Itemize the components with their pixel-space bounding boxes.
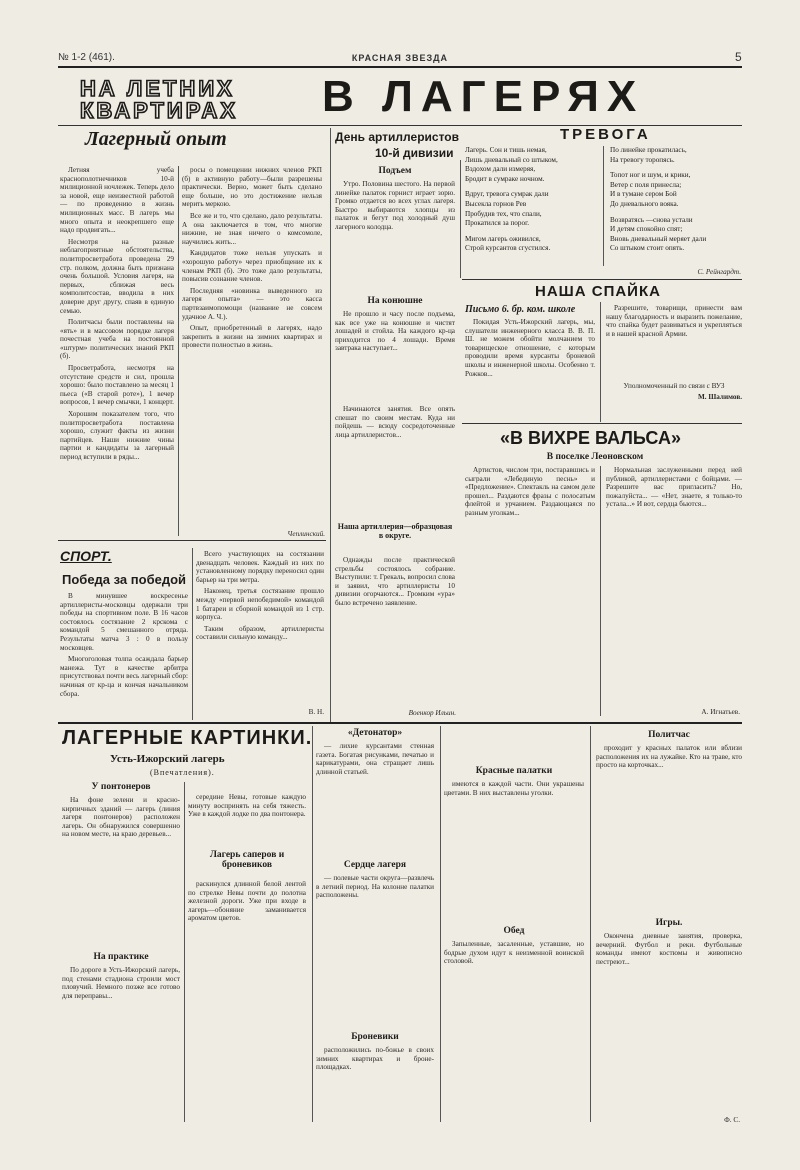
poem-title: ТРЕВОГА xyxy=(560,126,651,143)
subhead: У понтонеров xyxy=(91,782,151,792)
section-rule xyxy=(58,540,326,541)
subhead: Наша артиллерия—образцовая в округе. xyxy=(337,522,453,540)
kartinki-text xyxy=(316,1046,434,1116)
poem-line: По линейке прокатилась, xyxy=(610,146,687,154)
poem-line: Вдруг, тревога сумрак дали xyxy=(465,190,549,199)
kartinki-text xyxy=(316,874,434,1026)
sport-label: СПОРТ. xyxy=(60,548,112,564)
signature: А. Игнатьев. xyxy=(701,708,740,716)
kartinki-subtitle: Усть-Ижорский лагерь xyxy=(110,753,225,765)
spaika-text xyxy=(465,318,595,418)
subhead: Политчас xyxy=(648,730,690,740)
paragraph: Нормальная заслуженными перед ней публикой, артиллеристами с бойцами. — Разрешите вас пригласить? Но, пожалуйста... — «Нет, знаете, я только-то устала...» И вот, сердца бьются... xyxy=(606,466,742,509)
vikhr-col1 xyxy=(465,466,595,706)
section-rule xyxy=(462,423,742,424)
col-divider xyxy=(440,726,441,1122)
sport-col2 xyxy=(196,550,324,708)
paragraph: расположились по-божье в своих зимних квартирах и броне-площадках. xyxy=(316,1046,434,1072)
paragraph: Таким образом, артиллеристы составили сильную команду... xyxy=(196,624,324,642)
banner-line-2: КВАРТИРАХ xyxy=(80,98,239,123)
artillery-title-1: День артиллеристов xyxy=(335,130,459,144)
signature: Ф. С. xyxy=(724,1116,740,1124)
paragraph: Политчасы были поставлены на «ять» и в массовом порядке лагеря почестная учеба на постоянной «штурм» политических знаний РКП (б). xyxy=(60,318,174,361)
kartinki-text xyxy=(188,793,306,845)
kartinki-text xyxy=(596,932,742,1112)
lagerny-opyt-col1 xyxy=(60,166,174,536)
paragraph: Наконец, третья состязание прошло между «первой непобедимой» командой 1 батареи и сборной командой из 1 стр. корпуса. xyxy=(196,587,324,622)
col-divider xyxy=(184,782,185,1122)
subhead: Лагерь саперов и броневиков xyxy=(209,850,285,870)
poem-line: Бродит в сумраке ночном. xyxy=(465,174,545,183)
paragraph: — лихие курсантами стенная газета. Богатая рисунками, печатью и карикатурами, она стращает лишь длинной статьей. xyxy=(316,742,434,776)
vikhr-title: «В ВИХРЕ ВАЛЬСА» xyxy=(500,428,681,448)
paragraph: Однажды после практической стрельбы состоялось собрание. Выступили: т. Грекаль, вопросил слова и заявил, что артиллеристы 10 дивизии огорчаются... Громким «ура» было встречено заявление. xyxy=(335,556,455,607)
paragraph: В минувшее воскресенье артиллеристы-московцы одержали три победы на спортивном поле. В 16 часов состоялось состязание 2 крскома с командой 5 смешанного отряда. Результаты матча 3 : 0 в пользу московцев. xyxy=(60,592,188,652)
paragraph: Запыленные, засаленные, уставшие, но бодрые духом идут к неизменной воинской столовой. xyxy=(444,940,584,966)
poem-line: Лишь дневальный со штыком, xyxy=(465,155,558,164)
spaika-right-text xyxy=(606,304,742,364)
subhead: На практике xyxy=(93,952,149,962)
kartinki-title: ЛАГЕРНЫЕ КАРТИНКИ. xyxy=(62,727,313,749)
paragraph: Хорошим показателем того, что политпросветработа поставлена хорошо, служит факты из жизни партийцев. Наши нижние чины партии и кандидаты за лагерный период вступили в ряды... xyxy=(60,410,174,461)
article-title-lagerny-opyt: Лагерный опыт xyxy=(85,128,227,150)
poem-line: На тревогу торопясь. xyxy=(610,155,675,164)
artillery-title-2: 10-й дивизии xyxy=(375,146,454,160)
subhead: Игры. xyxy=(655,918,683,928)
paragraph: проходит у красных палаток или вблизи расположения их на лужайке. Кто на траве, кто просто на корточках... xyxy=(596,744,742,770)
paragraph: — полевые части округа—развлечь в летний период. На колонне палатки расположены. xyxy=(316,874,434,900)
paragraph: росы о помещении нижних членов РКП (б) в активную работу—были разрешены практически. Верно, может быть сделано еще больше, но это достижение нельзя мерить меркою. xyxy=(182,166,322,209)
top-rule xyxy=(58,66,742,68)
signature: Чеплинский. xyxy=(287,530,325,538)
banner-title: В ЛАГЕРЯХ xyxy=(322,72,645,121)
paragraph: раскинулся длинной белой лентой по стрелке Невы почти до полотна железной дороги. Уже при входе в лагерь—обоняние заманивается ароматом цветов. xyxy=(188,880,306,923)
poem-line: Со штыком стоит опять. xyxy=(610,244,685,253)
paragraph: На фоне зелени и красно-кирпичных зданий — лагерь (линия лагеря понтонеров) расположен лагерь. Он обнаружился совершенно на новом месте, на краю деревьев... xyxy=(62,796,180,839)
col-divider xyxy=(178,166,179,536)
poem-left xyxy=(465,146,605,254)
artillery-text xyxy=(335,556,455,706)
paragraph: Всего участвующих на состязании двенадцать человек. Каждый из них по установленному порядку переносил один барьер на три метра. xyxy=(196,550,324,584)
poem-line: До дневального вояка. xyxy=(610,199,679,208)
subhead: Броневики xyxy=(351,1032,399,1042)
poem-line: Мигом лагерь оживился, xyxy=(465,234,541,243)
subhead: Подъем xyxy=(378,166,412,176)
paragraph: Не прошло и часу после подъема, как все уже на конюшне и чистят лошадей и стойла. На каждого кр-ца приходится по 4 лошади. Время завтрака наступает... xyxy=(335,310,455,353)
newspaper-name: КРАСНАЯ ЗВЕЗДА xyxy=(351,53,449,63)
kartinki-text xyxy=(188,880,306,1115)
subhead: Сердце лагеря xyxy=(343,860,407,870)
col-divider xyxy=(600,302,601,422)
paragraph: Кандидатов тоже нельзя упускать и «хорошую работу» через приобщение их к членам РКП (б). Это тоже дало результаты, повысив сознание членов. xyxy=(182,249,322,284)
col-divider xyxy=(460,160,461,278)
col-divider xyxy=(590,726,591,1122)
section-rule xyxy=(462,279,742,280)
signature: С. Рейнгардт. xyxy=(697,268,741,276)
vikhr-col2 xyxy=(606,466,742,696)
spaika-sign-2: М. Шалимов. xyxy=(698,393,742,401)
col-divider xyxy=(192,548,193,720)
poem-line: Возвратясь —снова устали xyxy=(610,215,693,224)
subhead: «Детонатор» xyxy=(347,728,403,738)
paragraph: Все же и то, что сделано, дало результаты. А она заключается в том, что многие нижние, не зная ничего о комсомоле, научились жить... xyxy=(182,211,322,246)
paragraph: середине Невы, готовые каждую минуту воспринять на себя тяжесть. Уже в каждой лодке по два понтонера. xyxy=(188,793,306,819)
paragraph: Последняя «новинка выведенного из лагеря опыта» — это касса партвзаимопомощи (название не совсем удачное А. Ч.). xyxy=(182,286,322,321)
artillery-text xyxy=(335,310,455,400)
paragraph: Летняя учеба краснополотнечников 10-й милиционной ночлежек. Теперь дело за новой, еще неизвестной работой — по проведению в жизнь милиционных масс. В лагерь мы много опыта и неокрепшего еще надо продвигать... xyxy=(60,166,174,235)
poem-line: Пробудив тех, что спали, xyxy=(465,209,542,218)
sport-title: Победа за победой xyxy=(62,572,187,587)
poem-line: Вновь дневальный меряет дали xyxy=(610,234,707,243)
paragraph: Разрешите, товарищи, принести вам нашу благодарность и выразить пожелание, что спайка будет развиваться и укрепляться и в нашей красной Армии. xyxy=(606,304,742,338)
poem-line: Высекла горнов Рев xyxy=(465,199,527,208)
col-divider xyxy=(330,128,331,723)
poem-right xyxy=(610,146,745,254)
banner-line-1: НА ЛЕТНИХ xyxy=(80,76,235,101)
poem-line: Топот ног и шум, и крики, xyxy=(610,171,691,180)
signature: Военкор Ильин. xyxy=(408,709,456,717)
paragraph: Артистов, числом три, постаравшись и сыграли «Лебединую песнь» и «Предложение». Спектакль на самом деле прошел... Раздаются фразы с полосатым флейтой и урчанием. Раздающаяся по разным уголкам... xyxy=(465,466,595,517)
paragraph: Многоголовая толпа осаждала барьер манежа. Тут в качестве арбитра присутствовал почти весь лагерный сбор: начиная от кр-ца и кончая начальником сбора. xyxy=(60,655,188,698)
paragraph: Покидая Усть-Ижорский лагерь, мы, слушатели инженерного класса В. В. П. Ш. не можем обойти молчанием то товарищеское отношение, с которым проводили время курсанты броневой школы и инженерной школы. Особенно т. Рожков... xyxy=(465,318,595,378)
poem-line: Вздохом дали измеряя, xyxy=(465,165,536,174)
poem-line: Ветер с поля принесла; xyxy=(610,180,682,189)
subhead: Красные палатки xyxy=(475,766,553,776)
artillery-text xyxy=(335,405,455,515)
kartinki-text xyxy=(316,742,434,854)
paragraph: Окончена дневные занятия, проверка, вечерний. Футбол и реки. Футбольные команды имеют костюмы и живописно пестреют... xyxy=(596,932,742,966)
col-divider xyxy=(600,466,601,716)
lagerny-opyt-col2 xyxy=(182,166,322,526)
sport-col1 xyxy=(60,592,188,720)
issue-number: № 1-2 (461). xyxy=(58,52,115,63)
section-rule xyxy=(58,722,742,724)
subhead: На конюшне xyxy=(367,296,423,306)
paragraph: Просветработа, несмотря на отсутствие средств и сил, прошла хорошо: было поставлено за месяц 1 пьеса («В старой роте»), 1 вечер вопросов, 1 вечер смычки, 1 концерт. xyxy=(60,364,174,407)
kartinki-text xyxy=(596,744,742,904)
kartinki-note: (Впечатления). xyxy=(150,768,215,777)
page-number: 5 xyxy=(735,50,742,64)
col-divider xyxy=(603,146,604,266)
poem-line: Строй курсантов сгустился. xyxy=(465,244,551,253)
paragraph: имеются в каждой части. Они украшены цветами. В них выставлены уголки. xyxy=(444,780,584,797)
poem-line: Лагерь. Сон и тишь немая, xyxy=(465,146,547,154)
spaika-title: НАША СПАЙКА xyxy=(535,283,661,300)
poem-line: И детям спокойно спят; xyxy=(610,225,683,234)
signature: В. Н. xyxy=(308,708,324,716)
spaika-subtitle: Письмо 6. бр. ком. школе xyxy=(465,304,576,315)
paragraph: Утро. Половина шестого. На первой линейке палаток горнист играет зорю. Громко отдается во всех углах лагеря. Быстро выбираются хлопцы из палаток и бегут под холодный душ лагерного колодца. xyxy=(335,180,455,231)
paragraph: Начинаются занятия. Все опять спешат по своим местам. Куда ни пойдешь — всюду сосредоточенные лица артиллеристов... xyxy=(335,405,455,439)
spaika-sign-1: Уполномоченный по связи с ВУЗ xyxy=(623,382,725,390)
kartinki-text xyxy=(444,780,584,910)
paragraph: Несмотря на разные неблагоприятные обстоятельства, политпросветработа проведена 29 стр. полком, должна быть признана очень большой. Условия лагеря, на первых, сближая весь комполитсостав, вводила в них доверие друг другу, спаяв в единую семью. xyxy=(60,237,174,315)
vikhr-subtitle: В поселке Леоновском xyxy=(546,452,644,462)
subhead: Обед xyxy=(503,926,525,936)
paragraph: По дороге в Усть-Ижорский лагерь, под стенами стадиона строили мост пловучий. Немного позже все готово для переправы... xyxy=(62,966,180,1000)
kartinki-text xyxy=(62,966,180,1116)
poem-line: Прокатился за порог. xyxy=(465,219,530,228)
paragraph: Опыт, приобретенный в лагерях, надо закрепить в жизни на зимних квартирах и провести полностью в жизнь. xyxy=(182,324,322,350)
artillery-text xyxy=(335,180,455,290)
kartinki-text xyxy=(444,940,584,1116)
poem-line: И в тумане сером Бой xyxy=(610,190,677,199)
col-divider xyxy=(312,726,313,1122)
kartinki-text xyxy=(62,796,180,936)
